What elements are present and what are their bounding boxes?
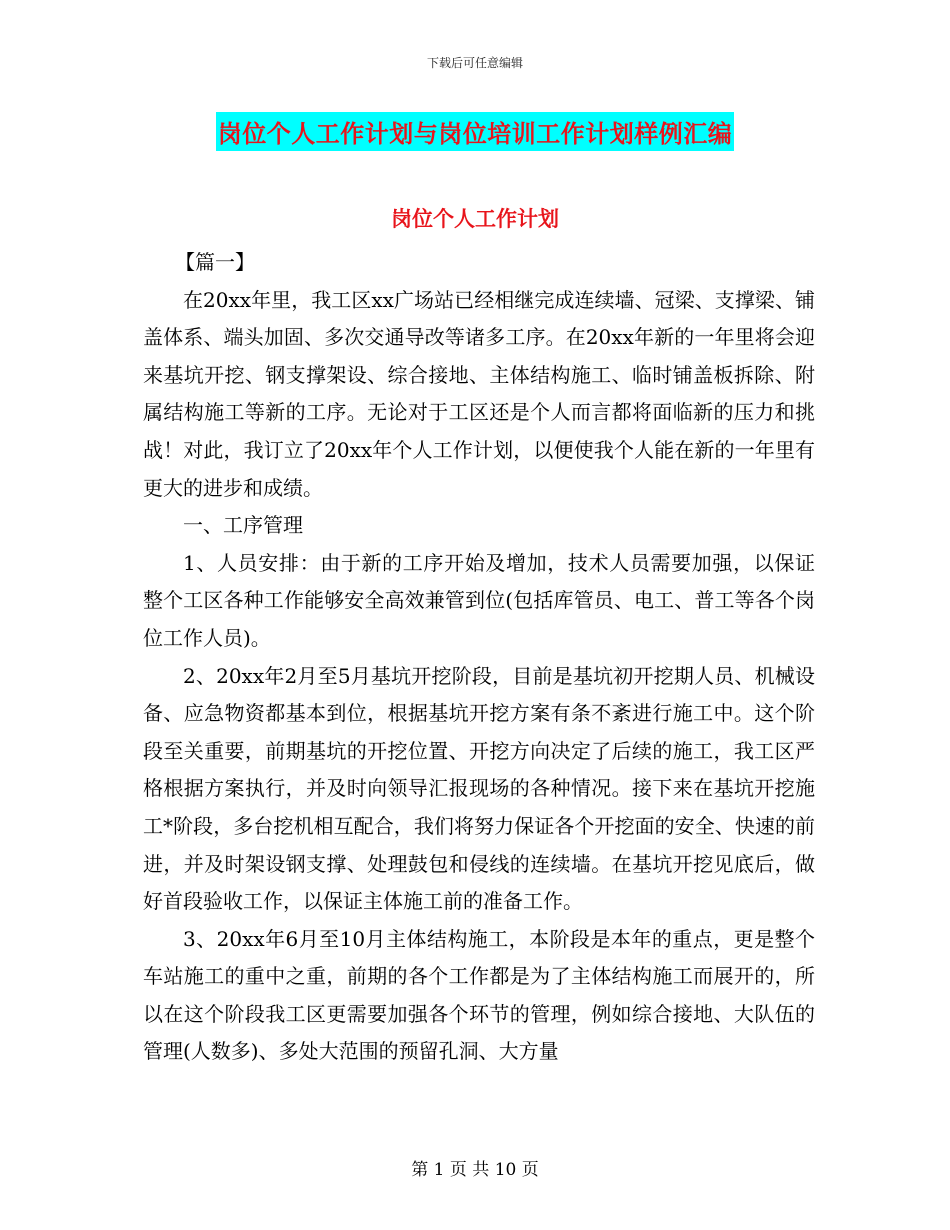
paragraph-item-3: 3、20xx年6月至10月主体结构施工，本阶段是本年的重点，更是整个车站施工的重中之重，前期的各个工作都是为了主体结构施工而展开的，所以在这个阶段我工区更需要加强各个环节的管理，例如综合接地、大队伍的管理(人数多)、多处大范围的预留孔洞、大方量 [143,926,815,1064]
chapter-label: 【篇一】 [175,250,255,274]
main-title: 岗位个人工作计划与岗位培训工作计划样例汇编 [216,112,735,151]
paragraph-item-2: 2、20xx年2月至5月基坑开挖阶段，目前是基坑初开挖期人员、机械设备、应急物资都基本到位，根据基坑开挖方案有条不紊进行施工中。这个阶段至关重要，前期基坑的开挖位置、开挖方向决定了后续的施工，我工区严格根据方案执行，并及时向领导汇报现场的各种情况。接下来在基坑开挖施工*阶段，多台挖机相互配合，我们将努力保证各个开挖面的安全、快速的前进，并及时架设钢支撑、处理鼓包和侵线的连续墙。在基坑开挖见底后，做好首段验收工作，以保证主体施工前的准备工作。 [143,663,815,914]
paragraph-item-1: 1、人员安排：由于新的工序开始及增加，技术人员需要加强，以保证整个工区各种工作能够安全高效兼管到位(包括库管员、电工、普工等各个岗位工作人员)。 [143,550,815,650]
paragraph-intro: 在20xx年里，我工区xx广场站已经相继完成连续墙、冠梁、支撑梁、铺盖体系、端头加固、多次交通导改等诸多工序。在20xx年新的一年里将会迎来基坑开挖、钢支撑架设、综合接地、主体结构施工、临时铺盖板拆除、附属结构施工等新的工序。无论对于工区还是个人而言都将面临新的压力和挑战！对此，我订立了20xx年个人工作计划，以便使我个人能在新的一年里有更大的进步和成绩。 [143,287,815,500]
section-title: 岗位个人工作计划 [391,206,559,231]
main-title-container [0,112,950,151]
page-header: 下载后可任意编辑 [426,56,523,70]
document-body [143,244,815,1071]
page-footer: 第 1 页 共 10 页 [411,1160,539,1180]
heading-process-management: 一、工序管理 [183,513,303,538]
